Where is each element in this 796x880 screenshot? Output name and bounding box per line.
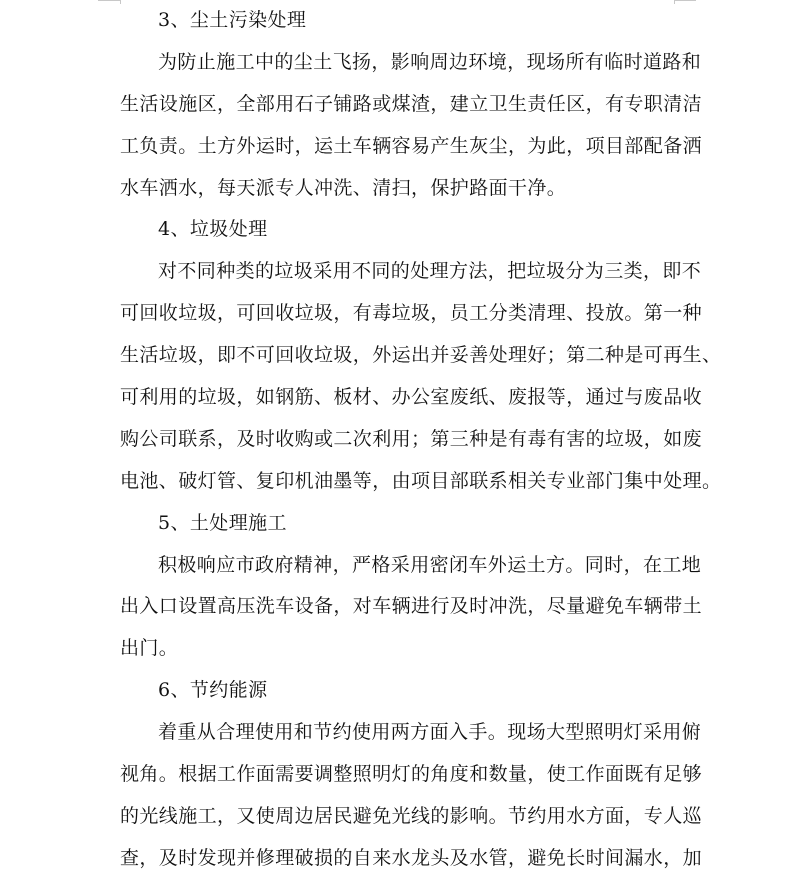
paragraph-line: 生活垃圾，即不可回收垃圾，外运出并妥善处理好；第二种是可再生、: [120, 344, 722, 367]
paragraph-line: 着重从合理使用和节约使用两方面入手。现场大型照明灯采用俯: [158, 721, 702, 744]
section-heading-earthwork: 5、土处理施工: [158, 511, 287, 534]
paragraph-line: 可利用的垃圾，如钢筋、板材、办公室废纸、废报等，通过与废品收: [120, 386, 703, 409]
paragraph-line: 电池、破灯管、复印机油墨等，由项目部联系相关专业部门集中处理。: [120, 469, 722, 492]
paragraph-line: 的光线施工，又使周边居民避免光线的影响。节约用水方面，专人巡: [120, 804, 703, 827]
paragraph-line: 可回收垃圾，可回收垃圾，有毒垃圾，员工分类清理、投放。第一种: [120, 302, 703, 325]
paragraph-line: 为防止施工中的尘土飞扬，影响周边环境，现场所有临时道路和: [158, 50, 702, 73]
paragraph-line: 生活设施区，全部用石子铺路或煤渣，建立卫生责任区，有专职清洁: [120, 92, 703, 115]
paragraph-line: 水车洒水，每天派专人冲洗、清扫，保护路面干净。: [120, 176, 567, 199]
paragraph-line: 购公司联系，及时收购或二次利用；第三种是有毒有害的垃圾，如废: [120, 427, 703, 450]
paragraph-line: 积极响应市政府精神，严格采用密闭车外运土方。同时，在工地: [158, 553, 702, 576]
section-heading-waste: 4、垃圾处理: [158, 218, 268, 241]
paragraph-line: 视角。根据工作面需要调整照明灯的角度和数量，使工作面既有足够: [120, 763, 703, 786]
section-heading-energy: 6、节约能源: [158, 679, 268, 702]
paragraph-line: 对不同种类的垃圾采用不同的处理方法，把垃圾分为三类，即不: [158, 260, 702, 283]
section-heading-dust: 3、尘土污染处理: [158, 9, 307, 31]
document-body[interactable]: [120, 0, 722, 880]
paragraph-line: 出入口设置高压洗车设备，对车辆进行及时冲洗，尽量避免车辆带土: [120, 595, 703, 618]
paragraph-line: 出门。: [120, 637, 179, 660]
page-corner-mark-left: [98, 0, 120, 1]
paragraph-line: 查，及时发现并修理破损的自来水龙头及水管，避免长时间漏水，加: [120, 846, 703, 869]
page-corner-mark-right: [674, 0, 696, 1]
paragraph-line: 工负责。土方外运时，运土车辆容易产生灰尘，为此，项目部配备洒: [120, 134, 703, 157]
